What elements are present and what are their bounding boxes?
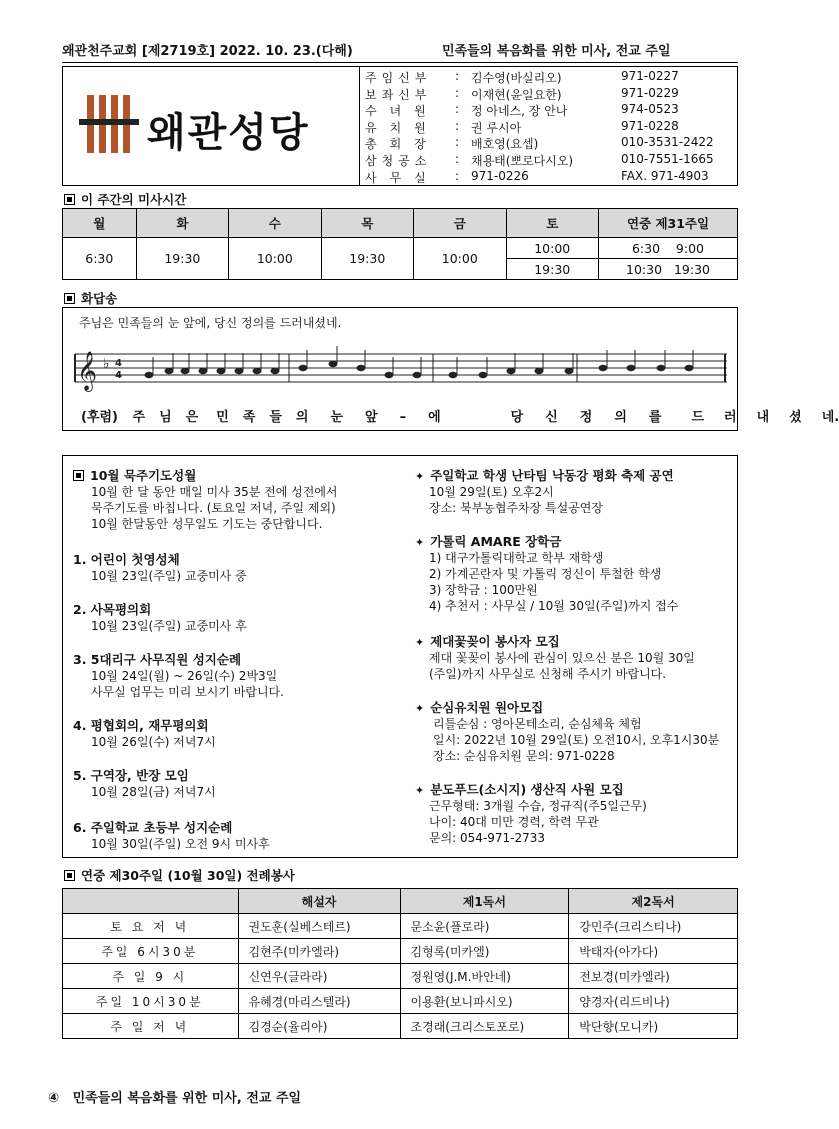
square-bullet-icon bbox=[64, 194, 75, 205]
psalm-lyric: 주님은 민족들의 눈 앞에, 당신 정의를 드러내셨네. bbox=[79, 316, 342, 330]
refrain-syllable: 앞 bbox=[365, 410, 378, 425]
refrain-syllable: 은 bbox=[185, 410, 199, 425]
day-header: 목 bbox=[321, 209, 413, 238]
refrain-syllable: 네. bbox=[821, 410, 839, 425]
music-note-icon bbox=[657, 365, 666, 371]
music-note-icon bbox=[271, 368, 280, 374]
day-header: 월 bbox=[63, 209, 137, 238]
diamond-bullet-icon: ✦ bbox=[415, 470, 425, 483]
header-divider bbox=[62, 62, 738, 63]
refrain-syllable: 드 bbox=[691, 410, 705, 425]
notice-council-meeting: 4. 평협회의, 재무평의회 10월 26일(수) 저녁7시 bbox=[73, 718, 216, 749]
refrain-label: (후렴) bbox=[81, 410, 118, 425]
page-footer bbox=[48, 1087, 301, 1106]
notice-sunday-school: 6. 주일학교 초등부 성지순례 10월 30일(주일) 오전 9시 미사후 bbox=[73, 820, 270, 851]
notice-job-posting: ✦ 분도푸드(소시지) 생산직 사원 모집 근무형태: 3개월 수습, 정규직(주5일근무) 나이: 40대 미만 경력, 학력 무관 문의: 054-971-2733 bbox=[415, 782, 647, 845]
mass-time: 10:00 bbox=[414, 238, 506, 280]
refrain-syllable: 당 bbox=[510, 410, 524, 425]
refrain-syllable: 러 bbox=[724, 410, 737, 425]
mass-time: 10:00 bbox=[229, 238, 321, 280]
refrain-syllable: 의 bbox=[295, 410, 309, 425]
notice-scholarship: ✦ 가톨릭 AMARE 장학금 1) 대구가톨릭대학교 학부 재학생 2) 가계곤란자 및 가톨릭 정신이 투철한 학생 3) 장학금 : 100만원 4) 추천서 : 사무실 / 10월 30일(주일)까지 접수 bbox=[415, 534, 679, 613]
psalm-refrain-words bbox=[81, 406, 839, 425]
mass-time: 19:30 bbox=[506, 259, 599, 280]
staff-row: 보좌신부 : 이재현(윤일요한) 971-0229 bbox=[365, 85, 679, 102]
day-header: 토 bbox=[506, 209, 599, 238]
day-header: 금 bbox=[414, 209, 506, 238]
square-bullet-icon bbox=[73, 470, 84, 481]
refrain-syllable: 셨 bbox=[789, 410, 802, 425]
duty-section-title: 연중 제30주일 (10월 30일) 전례봉사 bbox=[64, 866, 295, 884]
svg-text:𝄞: 𝄞 bbox=[77, 351, 98, 391]
notice-nanta: ✦ 주일학교 학생 난타팀 낙동강 평화 축제 공연 10월 29일(토) 오후2시 장소: 북부농협주차장 특설공연장 bbox=[415, 468, 674, 515]
diamond-bullet-icon: ✦ bbox=[415, 536, 425, 549]
mass-time: 19:30 bbox=[136, 238, 228, 280]
mass-time: 10:00 bbox=[506, 238, 599, 259]
refrain-syllable: 내 bbox=[756, 410, 770, 425]
music-note-icon bbox=[565, 368, 574, 374]
refrain-syllable: 의 bbox=[614, 410, 627, 425]
music-note-icon bbox=[599, 365, 608, 371]
mass-time: 10:30 19:30 bbox=[599, 259, 738, 280]
music-note-icon bbox=[627, 365, 636, 371]
music-note-icon bbox=[413, 372, 422, 378]
table-row: 주 일 저 녁 김경순(율리아) 조경래(크리스토포로) 박단향(모니카) bbox=[63, 1014, 738, 1039]
notice-pastoral-council: 2. 사목평의회 10월 23일(주일) 교중미사 후 bbox=[73, 602, 247, 633]
refrain-syllable: 를 bbox=[648, 410, 662, 425]
music-staff-icon bbox=[71, 346, 731, 410]
music-note-icon bbox=[357, 365, 366, 371]
music-note-icon bbox=[235, 368, 244, 374]
church-logo-icon bbox=[77, 89, 145, 161]
mass-section-title: 이 주간의 미사시간 bbox=[64, 190, 186, 208]
refrain-syllable: 신 bbox=[545, 410, 558, 425]
duty-header: 제1독서 bbox=[400, 889, 569, 914]
church-info-box bbox=[62, 66, 738, 186]
music-note-icon bbox=[199, 368, 208, 374]
music-note-icon bbox=[217, 368, 226, 374]
refrain-syllable: 민 bbox=[216, 410, 229, 425]
refrain-syllable: 정 bbox=[579, 410, 593, 425]
day-header: 화 bbox=[136, 209, 228, 238]
music-note-icon bbox=[479, 372, 488, 378]
staff-row: 유치원 : 권 루시아 971-0228 bbox=[365, 118, 679, 135]
staff-row: 총회장 : 배호영(요셉) 010-3531-2422 bbox=[365, 135, 714, 152]
notice-first-communion: 1. 어린이 첫영성체 10월 23일(주일) 교중미사 중 bbox=[73, 552, 247, 583]
music-note-icon bbox=[181, 368, 190, 374]
music-note-icon bbox=[385, 372, 394, 378]
church-logo-text: 왜관성당 bbox=[147, 109, 310, 156]
refrain-syllable: 님 bbox=[159, 410, 172, 425]
logo-cell bbox=[63, 67, 360, 185]
staff-list bbox=[363, 69, 735, 185]
refrain-syllable: 족 bbox=[242, 410, 256, 425]
mass-time: 6:30 9:00 bbox=[599, 238, 738, 259]
diamond-bullet-icon: ✦ bbox=[415, 784, 425, 797]
duty-header bbox=[63, 889, 239, 914]
mass-time: 6:30 bbox=[63, 238, 137, 280]
staff-row: 삼청공소 : 채용태(뽀로다시오) 010-7551-1665 bbox=[365, 151, 714, 168]
table-row: 주일 10시30분 유혜경(마리스텔라) 이용환(보니파시오) 양경자(리드비나) bbox=[63, 989, 738, 1014]
page-number: ④ bbox=[48, 1091, 60, 1106]
music-note-icon bbox=[165, 368, 174, 374]
issue-info: 왜관천주교회 [제2719호] 2022. 10. 23.(다해) bbox=[62, 44, 353, 59]
music-note-icon bbox=[449, 372, 458, 378]
mass-time: 19:30 bbox=[321, 238, 413, 280]
music-note-icon bbox=[507, 368, 516, 374]
diamond-bullet-icon: ✦ bbox=[415, 636, 425, 649]
table-row: 주 일 9 시 신연우(글라라) 정원영(J.M.바안네) 전보경(미카엘라) bbox=[63, 964, 738, 989]
footer-title: 민족들의 복음화를 위한 미사, 전교 주일 bbox=[72, 1091, 302, 1106]
refrain-syllable: 들 bbox=[269, 410, 282, 425]
table-row: 토 요 저 녁 권도훈(실베스테르) 문소윤(플로라) 강민주(크리스티나) bbox=[63, 914, 738, 939]
notice-district-meeting: 5. 구역장, 반장 모임 10월 28일(금) 저녁7시 bbox=[73, 768, 216, 799]
staff-row: 수녀원 : 정 아네스, 장 안나 974-0523 bbox=[365, 102, 679, 119]
svg-text:4: 4 bbox=[115, 370, 122, 381]
square-bullet-icon bbox=[64, 293, 75, 304]
refrain-syllable: 눈 bbox=[330, 410, 344, 425]
day-header: 수 bbox=[229, 209, 321, 238]
staff-row: 사무실 : 971-0226 FAX. 971-4903 bbox=[365, 168, 709, 185]
music-note-icon bbox=[329, 361, 338, 367]
svg-text:4: 4 bbox=[115, 358, 122, 369]
notice-kindergarten: ✦ 순심유치원 원아모집 리틀순심 : 영아몬테소리, 순심체육 체험 일시: 2022년 10월 29일(토) 오전10시, 오후1시30분 장소: 순심유치원 문의: 971-0228 bbox=[415, 700, 720, 763]
music-note-icon bbox=[145, 372, 154, 378]
notice-box bbox=[62, 455, 738, 858]
day-header: 연중 제31주일 bbox=[599, 209, 738, 238]
music-note-icon bbox=[253, 368, 262, 374]
table-row: 주일 6시30분 김현주(미카엘라) 김형록(미카엘) 박태자(아가다) bbox=[63, 939, 738, 964]
refrain-syllable: 에 bbox=[428, 410, 441, 425]
music-note-icon bbox=[685, 365, 694, 371]
svg-text:♭: ♭ bbox=[103, 356, 110, 372]
music-note-icon bbox=[535, 368, 544, 374]
notice-pilgrimage: 3. 5대리구 사무직원 성지순례 10월 24일(월) ~ 26일(수) 2박3일 사무실 업무는 미리 보시기 바랍니다. bbox=[73, 652, 284, 699]
song-section-title: 화답송 bbox=[64, 289, 117, 307]
diamond-bullet-icon: ✦ bbox=[415, 702, 425, 715]
square-bullet-icon bbox=[64, 870, 75, 881]
mass-schedule-table bbox=[62, 208, 738, 280]
psalm-box bbox=[62, 307, 839, 431]
refrain-syllable: – bbox=[399, 410, 407, 425]
sunday-title: 민족들의 복음화를 위한 미사, 전교 주일 bbox=[442, 44, 671, 59]
notice-rosary: 10월 묵주기도성월 10월 한 달 동안 매일 미사 35분 전에 성전에서 묵주기도를 바칩니다. (토요일 저녁, 주일 제외) 10월 한달동안 성무일도 기도는 중단합니다. bbox=[73, 466, 338, 532]
notice-flower-volunteer: ✦ 제대꽃꽂이 봉사자 모집 제대 꽃꽂이 봉사에 관심이 있으신 분은 10월 30일 (주일)까지 사무실로 신청해 주시기 바랍니다. bbox=[415, 634, 695, 681]
duty-header: 제2독서 bbox=[569, 889, 738, 914]
duty-header: 해설자 bbox=[238, 889, 400, 914]
staff-row: 주임신부 : 김수영(바실리오) 971-0227 bbox=[365, 69, 679, 85]
liturgy-duty-table bbox=[62, 888, 738, 1039]
music-note-icon bbox=[299, 365, 308, 371]
refrain-syllable: 주 bbox=[132, 410, 146, 425]
